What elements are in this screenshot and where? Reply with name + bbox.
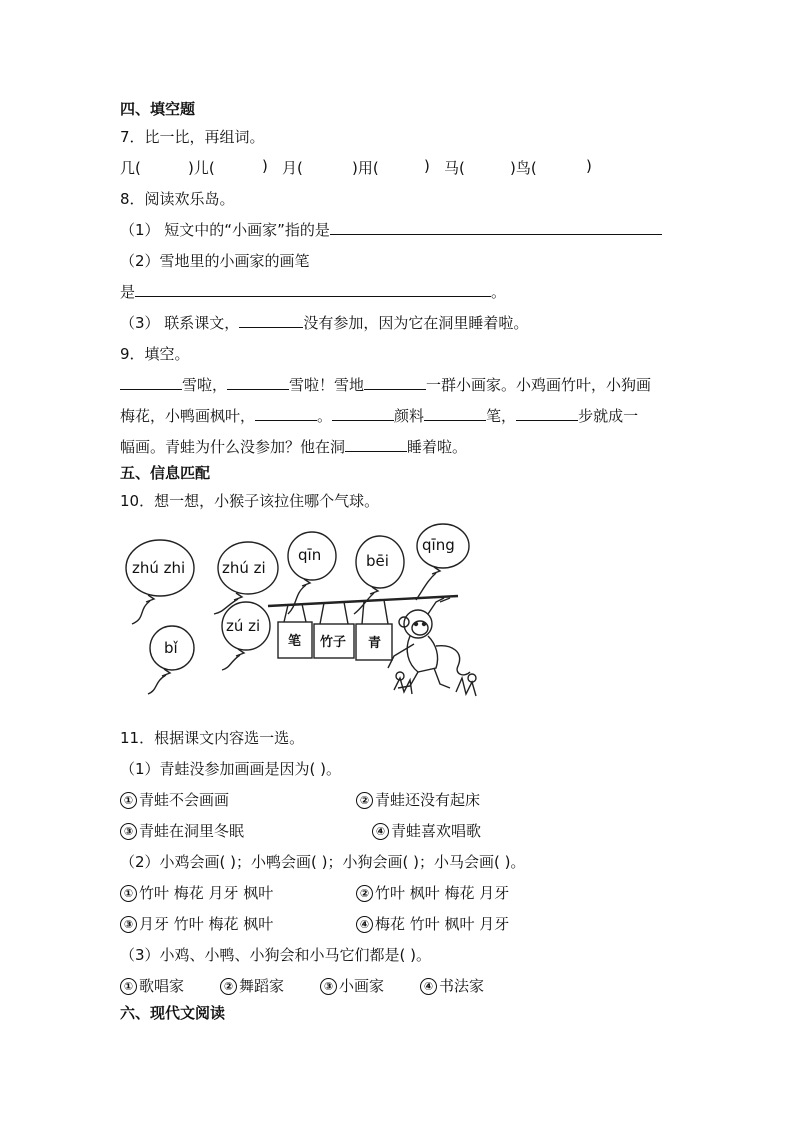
option-mark-4: ④ [372, 823, 389, 840]
card-label-3: 青 [368, 636, 382, 651]
q11-sub1-option-3[interactable] [120, 820, 244, 841]
section-6-title: 六、现代文阅读 [120, 1004, 226, 1022]
option-text: 青蛙还没有起床 [375, 791, 481, 809]
q11-sub2-option-4[interactable] [356, 913, 509, 934]
q9-text-1a: 雪啦， [182, 376, 228, 394]
q9-text-2e: 步就成一 [578, 407, 639, 425]
q8-sub2a: （2）雪地里的小画家的画笔 [120, 252, 310, 270]
q7-pair-2a: 月( [282, 159, 303, 177]
q8-sub2-blank[interactable] [135, 282, 491, 297]
q8-sub3-text-b: 没有参加，因为它在洞里睡着啦。 [303, 314, 529, 332]
balloon-label-1: zhú zhi [132, 559, 186, 577]
q8-sub2b-text: 是 [120, 283, 136, 301]
q11-sub3-option-3[interactable] [320, 975, 384, 996]
q9-text-3b: 睡着啦。 [407, 438, 468, 456]
q7-pair-1b: )儿( [188, 159, 215, 177]
q11-sub3-option-4[interactable] [420, 975, 484, 996]
q9-text-2c: 颜料 [394, 407, 425, 425]
q11-sub3-option-2[interactable] [220, 975, 284, 996]
q11-sub1-option-4[interactable] [372, 820, 481, 841]
balloon-label-7: zú zi [226, 617, 261, 635]
q9-text-2d: 笔， [486, 407, 517, 425]
q8-sub1-blank[interactable] [330, 220, 662, 235]
option-mark-2: ② [356, 885, 373, 902]
q11-sub1: （1）青蛙没参加画画是因为( )。 [120, 760, 342, 778]
q9-line1 [120, 374, 651, 395]
option-mark-1: ① [120, 792, 137, 809]
option-text: 青蛙不会画画 [139, 791, 230, 809]
card-label-2: 竹子 [320, 635, 347, 650]
q9-prompt: 9．填空。 [120, 345, 190, 363]
option-mark-3: ③ [120, 916, 137, 933]
q9-text-1c: 一群小画家。小鸡画竹叶，小狗画 [426, 376, 652, 394]
option-text: 书法家 [439, 977, 485, 995]
q8-prompt: 8．阅读欢乐岛。 [120, 190, 235, 208]
balloon-label-3: qīn [298, 546, 322, 564]
q11-prompt: 11．根据课文内容选一选。 [120, 729, 305, 747]
option-mark-1: ① [120, 978, 137, 995]
q9-line3 [120, 436, 467, 457]
balloon-label-5: qīng [422, 536, 455, 554]
q8-sub3-blank[interactable] [239, 313, 303, 328]
q11-sub2-option-3[interactable] [120, 913, 273, 934]
q8-sub3-text-a: （3） 联系课文， [120, 314, 240, 332]
option-text: 青蛙喜欢唱歌 [391, 822, 482, 840]
q8-sub2-end: 。 [491, 283, 507, 301]
q8-sub3 [120, 312, 528, 333]
card-label-1: 笔 [288, 634, 302, 649]
balloon-illustration [118, 518, 490, 712]
monkey-icon [388, 598, 470, 688]
balloon-zhu-zhi[interactable] [126, 540, 194, 624]
option-mark-3: ③ [120, 823, 137, 840]
balloon-bi[interactable] [148, 626, 194, 694]
q7-prompt: 7．比一比，再组词。 [120, 128, 265, 146]
q11-sub2-option-2[interactable] [356, 882, 509, 903]
option-text: 歌唱家 [139, 977, 185, 995]
q11-sub3: （3）小鸡、小鸭、小狗会和小马它们都是( )。 [120, 946, 432, 964]
q9-text-2b: 。 [317, 407, 333, 425]
option-mark-3: ③ [320, 978, 337, 995]
q8-sub1 [120, 219, 662, 240]
q9-blank-6[interactable] [424, 406, 486, 421]
option-text: 舞蹈家 [239, 977, 285, 995]
balloon-zu-zi[interactable] [222, 602, 270, 670]
q9-text-1b: 雪啦！雪地 [289, 376, 365, 394]
q9-blank-4[interactable] [255, 406, 317, 421]
option-mark-2: ② [356, 792, 373, 809]
option-text: 竹叶 梅花 月牙 枫叶 [139, 884, 274, 902]
q7-pair-2b: )用( [352, 159, 379, 177]
q11-sub1-option-1[interactable] [120, 789, 229, 810]
option-mark-4: ④ [356, 916, 373, 933]
q9-blank-3[interactable] [364, 375, 426, 390]
option-text: 梅花 竹叶 枫叶 月牙 [375, 915, 510, 933]
q9-blank-7[interactable] [516, 406, 578, 421]
q10-prompt: 10．想一想，小猴子该拉住哪个气球。 [120, 492, 380, 510]
q7-pair-1c: ) [262, 157, 268, 175]
balloon-label-6: bǐ [164, 639, 178, 657]
option-mark-4: ④ [420, 978, 437, 995]
balloon-label-2: zhú zi [222, 559, 266, 577]
q7-pair-3c: ) [586, 157, 592, 175]
q9-line2 [120, 405, 638, 426]
option-mark-1: ① [120, 885, 137, 902]
q7-pair-2c: ) [424, 157, 430, 175]
q11-sub1-option-2[interactable] [356, 789, 480, 810]
q7-pair-1a: 几( [120, 159, 141, 177]
q8-sub1-text: （1） 短文中的“小画家”指的是 [120, 221, 330, 239]
q9-blank-1[interactable] [120, 375, 182, 390]
q9-text-2a: 梅花，小鸭画枫叶， [120, 407, 256, 425]
q11-sub3-option-1[interactable] [120, 975, 184, 996]
q9-blank-8[interactable] [345, 437, 407, 452]
q9-text-3a: 幅画。青蛙为什么没参加？他在洞 [120, 438, 346, 456]
section-4-title: 四、填空题 [120, 100, 196, 118]
q8-sub2b [120, 281, 506, 302]
q9-blank-2[interactable] [227, 375, 289, 390]
option-text: 竹叶 枫叶 梅花 月牙 [375, 884, 510, 902]
q9-blank-5[interactable] [332, 406, 394, 421]
balloon-zhu-zi[interactable] [214, 542, 278, 614]
option-text: 青蛙在洞里冬眠 [139, 822, 245, 840]
option-text: 月牙 竹叶 梅花 枫叶 [139, 915, 274, 933]
option-text: 小画家 [339, 977, 385, 995]
q11-sub2: （2）小鸡会画( )；小鸭会画( )；小狗会画( )；小马会画( )。 [120, 853, 526, 871]
q7-pair-3b: )鸟( [510, 159, 537, 177]
section-5-title: 五、信息匹配 [120, 464, 211, 482]
balloon-bei[interactable] [354, 536, 404, 614]
q7-pair-3a: 马( [444, 159, 465, 177]
option-mark-2: ② [220, 978, 237, 995]
balloon-label-4: bēi [366, 552, 389, 570]
q11-sub2-option-1[interactable] [120, 882, 273, 903]
